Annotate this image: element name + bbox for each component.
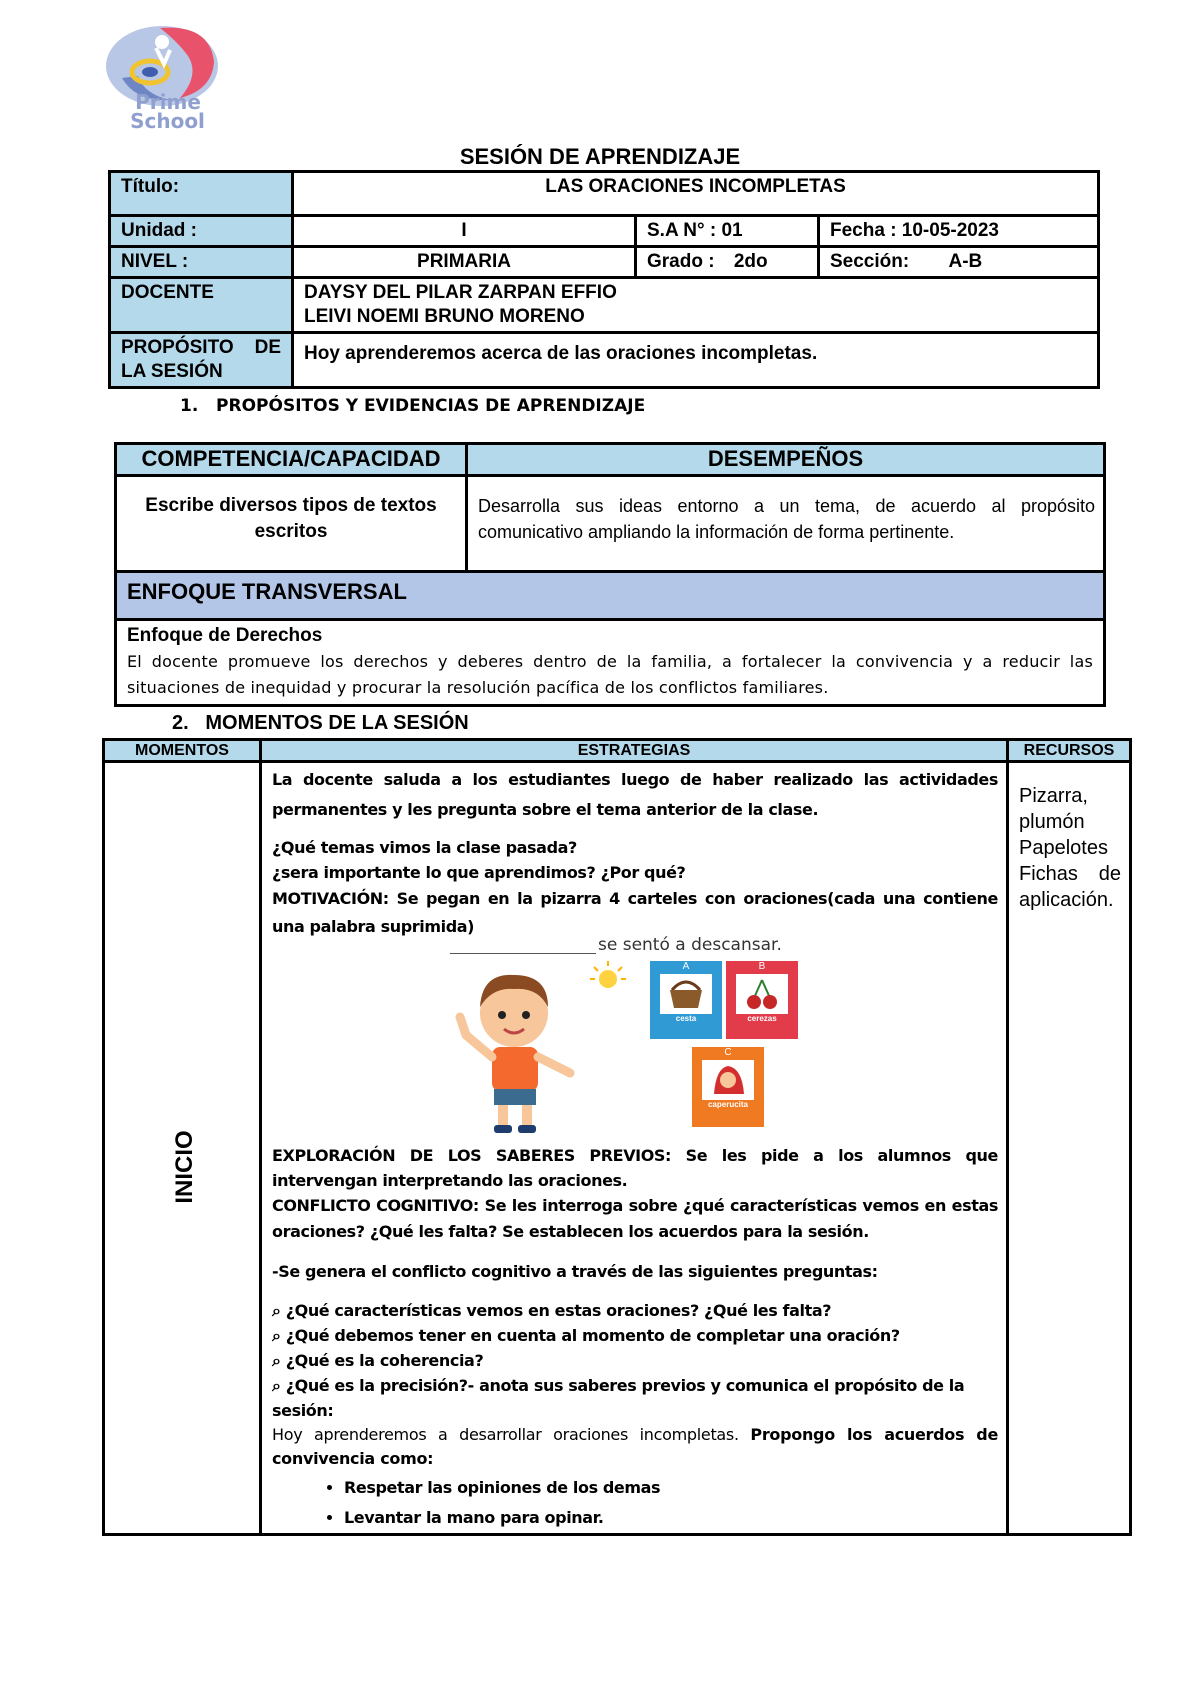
proposito-value: Hoy aprenderemos acerca de las oraciones incompletas. xyxy=(293,333,1099,388)
question-2: ¿sera importante lo que aprendimos? ¿Por qué? xyxy=(272,863,686,882)
recurso-line: plumón xyxy=(1019,811,1085,833)
pointer-icon: ⌕ xyxy=(272,1376,286,1395)
competencia-header: COMPETENCIA/CAPACIDAD xyxy=(116,444,467,476)
desempeno-text: Desarrolla sus ideas entorno a un tema, de acuerdo al propósito comunicativo ampliando la información de forma pertinente. xyxy=(467,476,1105,572)
estrategias-cell xyxy=(261,762,1008,1535)
card-a-label: cesta xyxy=(675,1014,697,1023)
hoy-normal: Hoy aprenderemos a desarrollar oraciones incompletas. xyxy=(272,1425,739,1444)
seccion-value: A-B xyxy=(948,251,983,272)
grado xyxy=(636,247,819,278)
momento-cell xyxy=(104,762,261,1535)
pregunta-item: ⌕ ¿Qué es la coherencia? xyxy=(272,1351,484,1370)
enfoque-cell xyxy=(116,620,1105,706)
docente-label: DOCENTE xyxy=(110,278,293,333)
momentos-header: MOMENTOS xyxy=(104,740,261,762)
logo-text-prime: Prime xyxy=(135,90,201,114)
fecha: Fecha : 10-05-2023 xyxy=(819,216,1099,247)
hoy-bold: Propongo los acuerdos de convivencia como: xyxy=(272,1425,999,1468)
boy-cartoon-icon xyxy=(452,965,592,1135)
girl-icon xyxy=(702,1060,754,1100)
docentes xyxy=(293,278,1099,333)
momentos-table xyxy=(102,738,1132,1536)
cherries-icon xyxy=(736,974,788,1014)
card-b-label: cerezas xyxy=(747,1014,777,1023)
pregunta-item: ⌕ ¿Qué es la precisión?- anota sus saberes previos y comunica el propósito de la sesión: xyxy=(272,1376,965,1420)
card-c-letter: C xyxy=(724,1047,732,1058)
logo-text-school: School xyxy=(130,109,205,133)
recurso-line: Fichas de xyxy=(1019,863,1121,885)
titulo-label: Título: xyxy=(110,172,293,216)
desempenos-header: DESEMPEÑOS xyxy=(467,444,1105,476)
hoy-paragraph xyxy=(272,1423,998,1471)
momento-inicio: INICIO xyxy=(171,1130,198,1204)
basket-icon xyxy=(660,974,712,1014)
recurso-line: Pizarra, xyxy=(1019,785,1088,807)
sa-number: S.A N° : 01 xyxy=(636,216,819,247)
card-a-letter: A xyxy=(682,961,690,972)
card-b xyxy=(726,961,798,1039)
card-c-label: caperucita xyxy=(707,1100,749,1109)
card-c xyxy=(692,1047,764,1127)
sentence-text: se sentó a descansar. xyxy=(598,935,782,955)
school-logo xyxy=(100,20,230,140)
unidad-label: Unidad : xyxy=(110,216,293,247)
proposito-label xyxy=(110,333,293,388)
pointer-icon: ⌕ xyxy=(272,1326,286,1345)
page-title: SESIÓN DE APRENDIZAJE xyxy=(459,144,741,169)
question-1: ¿Qué temas vimos la clase pasada? xyxy=(272,838,577,857)
seccion-label: Sección: xyxy=(830,251,910,272)
grado-value: 2do xyxy=(733,251,768,272)
recursos-header: RECURSOS xyxy=(1008,740,1131,762)
estrategias-header: ESTRATEGIAS xyxy=(261,740,1008,762)
pointer-icon: ⌕ xyxy=(272,1301,286,1320)
pointer-icon: ⌕ xyxy=(272,1351,286,1370)
motivacion-text: MOTIVACIÓN: Se pegan en la pizarra 4 carteles con oraciones(cada una contiene una palabra suprimida) xyxy=(272,889,998,936)
exploracion-text: EXPLORACIÓN DE LOS SABERES PREVIOS: Se les pide a los alumnos que intervengan interpretando las oraciones. xyxy=(272,1146,998,1190)
sentence-blank-line xyxy=(450,953,596,954)
enfoque-header: ENFOQUE TRANSVERSAL xyxy=(116,572,1105,620)
session-info-table xyxy=(108,170,1100,389)
acuerdo-item: • Respetar las opiniones de los demas xyxy=(344,1473,998,1503)
section1-heading: 1. PROPÓSITOS Y EVIDENCIAS DE APRENDIZAJE xyxy=(180,396,646,416)
proposito-label-2: LA SESIÓN xyxy=(121,361,223,382)
docente-1: DAYSY DEL PILAR ZARPAN EFFIO xyxy=(304,282,617,303)
pregunta-item: ⌕ ¿Qué características vemos en estas oraciones? ¿Qué les falta? xyxy=(272,1301,832,1320)
section2-heading: 2. MOMENTOS DE LA SESIÓN xyxy=(172,712,469,734)
lightbulb-icon xyxy=(588,959,628,999)
enfoque-text: El docente promueve los derechos y deberes dentro de la familia, a fortalecer la convivencia y a reducir las situaciones de inequidad y procurar la resolución pacífica de los conflictos familiares. xyxy=(127,652,1093,697)
enfoque-title: Enfoque de Derechos xyxy=(127,625,323,646)
nivel-value: PRIMARIA xyxy=(293,247,636,278)
acuerdos-list xyxy=(272,1473,998,1533)
nivel-label: NIVEL : xyxy=(110,247,293,278)
genera-text: -Se genera el conflicto cognitivo a través de las siguientes preguntas: xyxy=(272,1262,878,1281)
acuerdo-item: • Levantar la mano para opinar. xyxy=(344,1503,998,1533)
competencia-text: Escribe diversos tipos de textos escritos xyxy=(116,476,467,572)
titulo-value: LAS ORACIONES INCOMPLETAS xyxy=(293,172,1099,216)
pregunta-item: ⌕ ¿Qué debemos tener en cuenta al momento de completar una oración? xyxy=(272,1326,900,1345)
card-b-letter: B xyxy=(758,961,766,972)
recurso-line: Papelotes xyxy=(1019,837,1108,859)
grado-label: Grado : xyxy=(647,251,715,272)
unidad-value: I xyxy=(293,216,636,247)
proposito-label-1: PROPÓSITO DE xyxy=(121,337,281,358)
recursos-cell xyxy=(1008,762,1131,1535)
seccion xyxy=(819,247,1099,278)
saludo-text: La docente saluda a los estudiantes luego de haber realizado las actividades permanentes y les pregunta sobre el tema anterior de la clase. xyxy=(272,770,998,819)
conflicto-text: CONFLICTO COGNITIVO: Se les interroga sobre ¿qué características vemos en estas oraciones? ¿Qué les falta? Se establecen los acuerdos para la sesión. xyxy=(272,1196,998,1241)
competencias-table xyxy=(114,442,1106,707)
preguntas-list xyxy=(272,1298,998,1423)
motivation-illustration xyxy=(272,935,998,1143)
recurso-line: aplicación. xyxy=(1019,889,1114,911)
card-a xyxy=(650,961,722,1039)
docente-2: LEIVI NOEMI BRUNO MORENO xyxy=(304,306,585,327)
